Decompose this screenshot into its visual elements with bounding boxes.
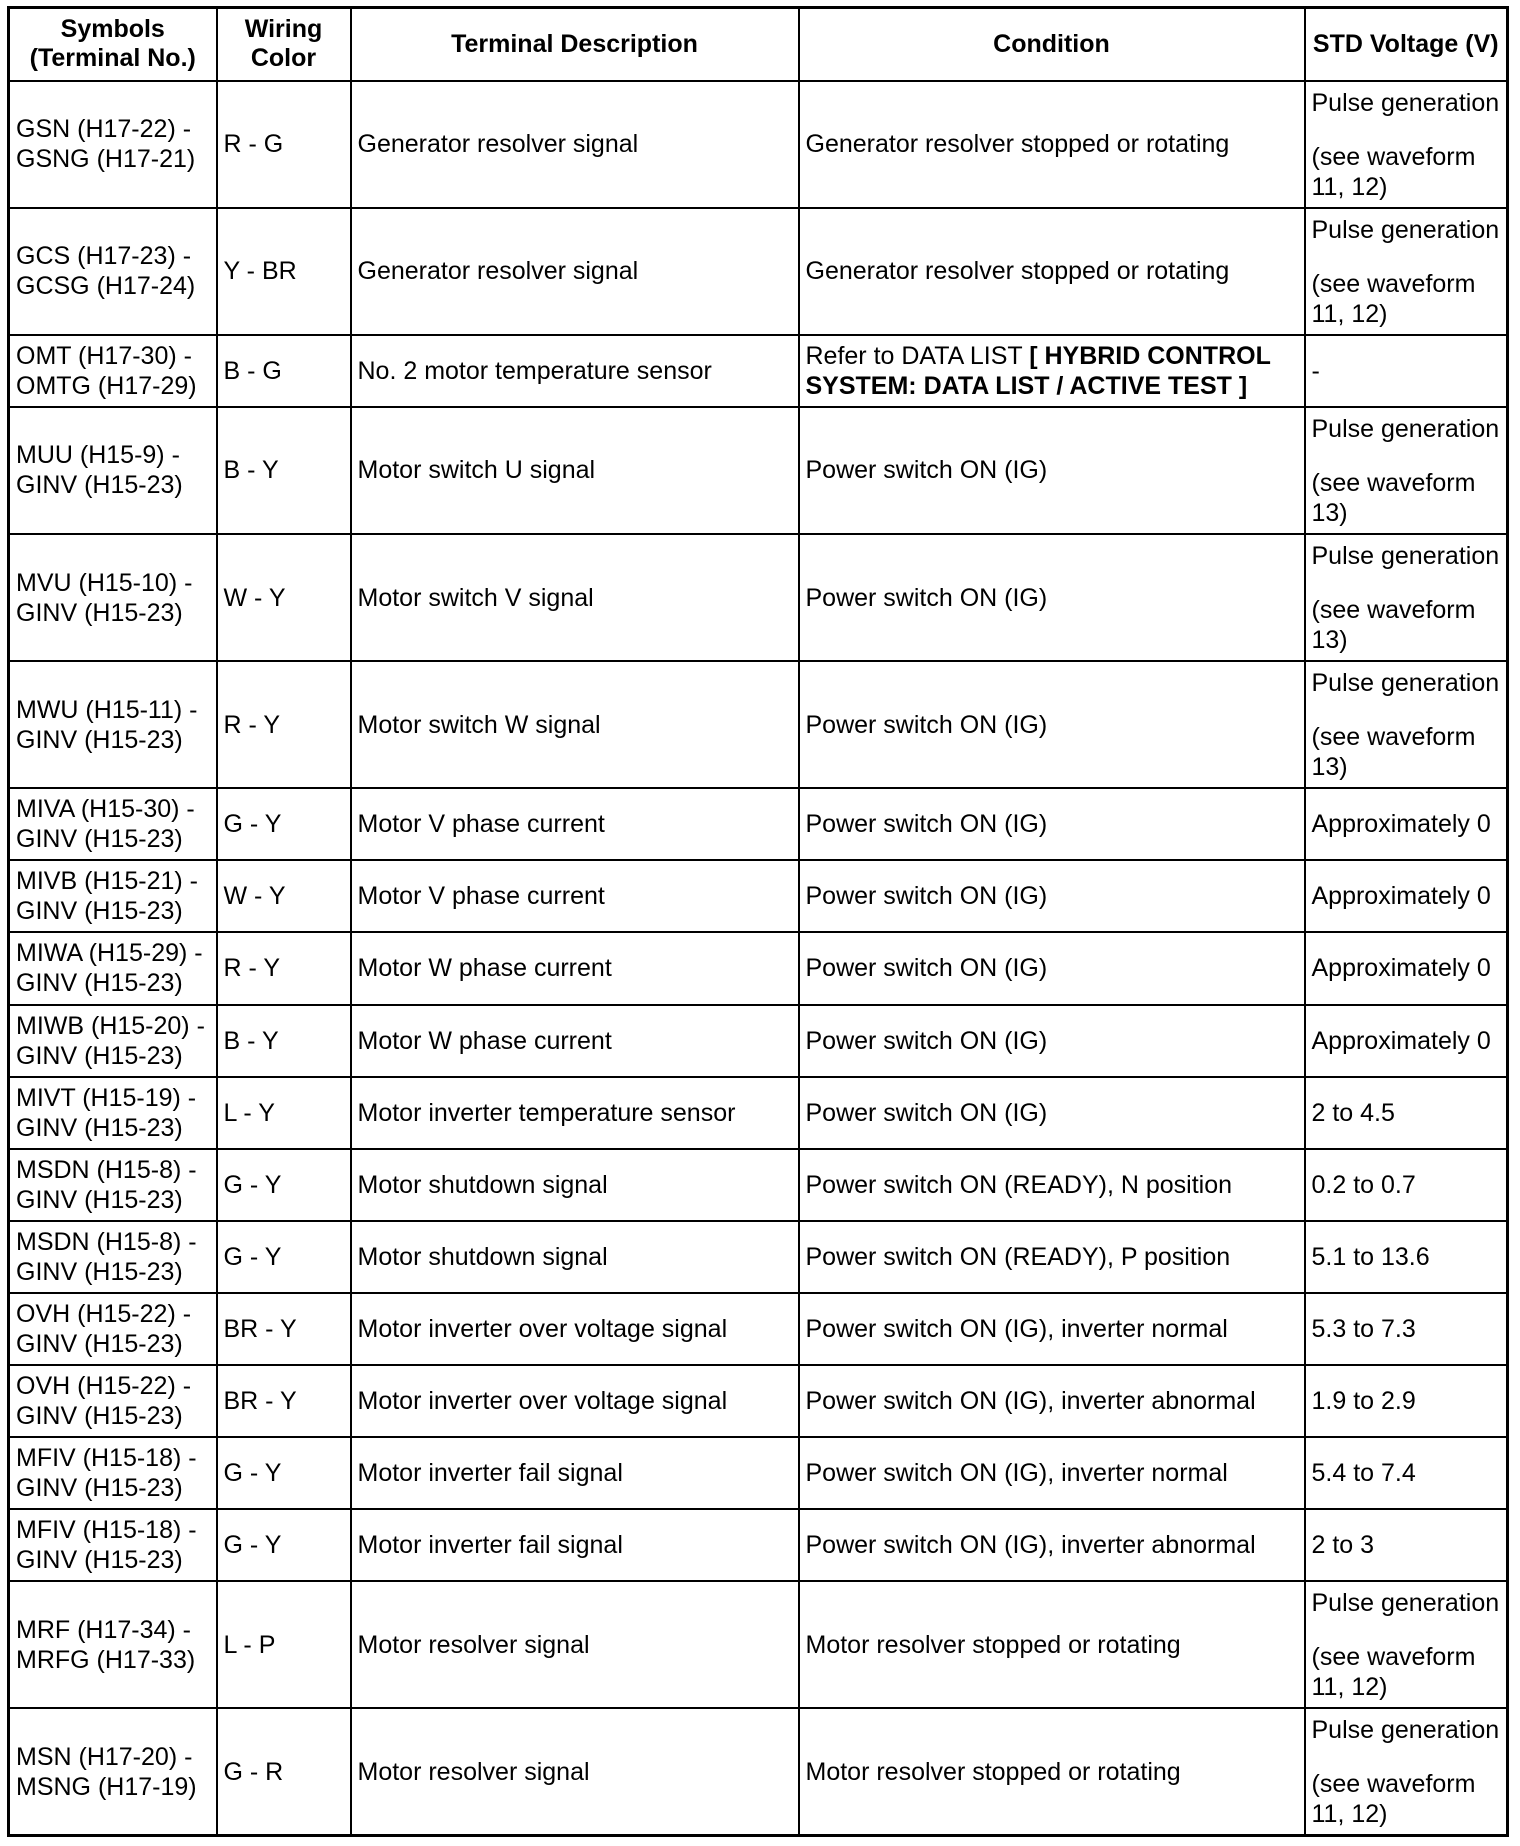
table-row xyxy=(9,1221,1508,1293)
condition-cell: Power switch ON (IG), inverter normal xyxy=(799,1293,1305,1365)
table-row xyxy=(9,1581,1508,1708)
description-cell: Motor switch V signal xyxy=(351,534,799,661)
description-cell: Motor W phase current xyxy=(351,1005,799,1077)
condition-cell: Motor resolver stopped or rotating xyxy=(799,1581,1305,1708)
description-cell: Motor inverter fail signal xyxy=(351,1437,799,1509)
table-row xyxy=(9,788,1508,860)
description-cell: Motor inverter over voltage signal xyxy=(351,1365,799,1437)
condition-cell: Power switch ON (READY), N position xyxy=(799,1149,1305,1221)
wiring-color-cell: L - P xyxy=(217,1581,351,1708)
header-terminal-description: Terminal Description xyxy=(351,8,799,81)
condition-cell: Power switch ON (IG) xyxy=(799,407,1305,534)
waveform-note: (see waveform 11, 12) xyxy=(1311,1770,1476,1829)
voltage-cell xyxy=(1305,1581,1508,1708)
condition-cell: Generator resolver stopped or rotating xyxy=(799,208,1305,335)
wiring-color-cell: G - R xyxy=(217,1708,351,1835)
wiring-color-cell: G - Y xyxy=(217,1221,351,1293)
symbol-cell: OMT (H17-30) - OMTG (H17-29) xyxy=(9,335,217,407)
description-cell: Motor resolver signal xyxy=(351,1708,799,1835)
voltage-cell: 1.9 to 2.9 xyxy=(1305,1365,1508,1437)
table-row xyxy=(9,534,1508,661)
symbol-cell: MIVA (H15-30) - GINV (H15-23) xyxy=(9,788,217,860)
condition-cell: Power switch ON (IG) xyxy=(799,661,1305,788)
description-cell: Motor inverter over voltage signal xyxy=(351,1293,799,1365)
wiring-color-cell: L - Y xyxy=(217,1077,351,1149)
condition-cell: Power switch ON (IG) xyxy=(799,932,1305,1004)
waveform-note: (see waveform 11, 12) xyxy=(1311,142,1476,201)
table-row xyxy=(9,335,1508,407)
symbol-cell: MFIV (H15-18) - GINV (H15-23) xyxy=(9,1437,217,1509)
condition-cell: Power switch ON (IG), inverter abnormal xyxy=(799,1509,1305,1581)
table-row xyxy=(9,1293,1508,1365)
voltage-value: Pulse generation xyxy=(1311,669,1500,698)
description-cell: No. 2 motor temperature sensor xyxy=(351,335,799,407)
symbol-cell: MIWA (H15-29) - GINV (H15-23) xyxy=(9,932,217,1004)
wiring-color-cell: BR - Y xyxy=(217,1365,351,1437)
voltage-cell xyxy=(1305,534,1508,661)
table-row xyxy=(9,81,1508,208)
voltage-value: Pulse generation xyxy=(1311,215,1500,244)
table-row xyxy=(9,1708,1508,1835)
description-cell: Motor resolver signal xyxy=(351,1581,799,1708)
description-cell: Motor switch U signal xyxy=(351,407,799,534)
voltage-cell xyxy=(1305,1708,1508,1835)
voltage-cell: Approximately 0 xyxy=(1305,788,1508,860)
wiring-color-cell: B - Y xyxy=(217,407,351,534)
header-wiring-color: Wiring Color xyxy=(217,8,351,81)
condition-cell xyxy=(799,335,1305,407)
waveform-note: (see waveform 11, 12) xyxy=(1311,269,1476,328)
voltage-value: Pulse generation xyxy=(1311,1716,1500,1745)
voltage-value: Pulse generation xyxy=(1311,1589,1500,1618)
description-cell: Motor V phase current xyxy=(351,788,799,860)
condition-cell: Power switch ON (IG) xyxy=(799,860,1305,932)
wiring-color-cell: W - Y xyxy=(217,534,351,661)
voltage-cell xyxy=(1305,661,1508,788)
waveform-note: (see waveform 13) xyxy=(1311,596,1476,654)
voltage-cell xyxy=(1305,208,1508,335)
condition-text: Refer to DATA LIST xyxy=(805,341,1030,370)
table-row xyxy=(9,1365,1508,1437)
voltage-cell xyxy=(1305,407,1508,534)
voltage-value: Pulse generation xyxy=(1311,414,1500,443)
data-list-reference: [ HYBRID CONTROL SYSTEM: DATA LIST / ACTIVE TEST ] xyxy=(805,341,1271,400)
condition-cell: Power switch ON (IG), inverter normal xyxy=(799,1437,1305,1509)
symbol-cell: OVH (H15-22) - GINV (H15-23) xyxy=(9,1365,217,1437)
symbol-cell: MIVT (H15-19) - GINV (H15-23) xyxy=(9,1077,217,1149)
table-row xyxy=(9,1077,1508,1149)
wiring-color-cell: G - Y xyxy=(217,788,351,860)
symbol-cell: MRF (H17-34) - MRFG (H17-33) xyxy=(9,1581,217,1708)
description-cell: Generator resolver signal xyxy=(351,81,799,208)
condition-cell: Power switch ON (READY), P position xyxy=(799,1221,1305,1293)
table-row xyxy=(9,1149,1508,1221)
symbol-cell: MFIV (H15-18) - GINV (H15-23) xyxy=(9,1509,217,1581)
symbol-cell: MWU (H15-11) - GINV (H15-23) xyxy=(9,661,217,788)
wiring-color-cell: W - Y xyxy=(217,860,351,932)
condition-cell: Motor resolver stopped or rotating xyxy=(799,1708,1305,1835)
voltage-cell: 5.1 to 13.6 xyxy=(1305,1221,1508,1293)
voltage-cell: 0.2 to 0.7 xyxy=(1305,1149,1508,1221)
description-cell: Motor inverter temperature sensor xyxy=(351,1077,799,1149)
table-body xyxy=(9,81,1508,1836)
voltage-cell xyxy=(1305,81,1508,208)
wiring-color-cell: G - Y xyxy=(217,1509,351,1581)
table-row xyxy=(9,1005,1508,1077)
symbol-cell: MUU (H15-9) - GINV (H15-23) xyxy=(9,407,217,534)
wiring-color-cell: G - Y xyxy=(217,1437,351,1509)
voltage-cell: 5.3 to 7.3 xyxy=(1305,1293,1508,1365)
symbol-cell: GSN (H17-22) - GSNG (H17-21) xyxy=(9,81,217,208)
symbol-cell: GCS (H17-23) - GCSG (H17-24) xyxy=(9,208,217,335)
description-cell: Motor shutdown signal xyxy=(351,1149,799,1221)
waveform-note: (see waveform 13) xyxy=(1311,468,1476,527)
table-row xyxy=(9,1509,1508,1581)
condition-cell: Power switch ON (IG), inverter abnormal xyxy=(799,1365,1305,1437)
voltage-cell: Approximately 0 xyxy=(1305,1005,1508,1077)
header-symbols: Symbols (Terminal No.) xyxy=(9,8,217,81)
condition-cell: Power switch ON (IG) xyxy=(799,534,1305,661)
condition-cell: Power switch ON (IG) xyxy=(799,788,1305,860)
wiring-color-cell: B - Y xyxy=(217,1005,351,1077)
description-cell: Motor V phase current xyxy=(351,860,799,932)
table-row xyxy=(9,208,1508,335)
table-row xyxy=(9,932,1508,1004)
terminal-table xyxy=(7,6,1509,1837)
header-condition: Condition xyxy=(799,8,1305,81)
symbol-cell: MSN (H17-20) - MSNG (H17-19) xyxy=(9,1708,217,1835)
voltage-cell: Approximately 0 xyxy=(1305,932,1508,1004)
symbol-cell: MSDN (H15-8) - GINV (H15-23) xyxy=(9,1149,217,1221)
voltage-cell: 5.4 to 7.4 xyxy=(1305,1437,1508,1509)
wiring-color-cell: G - Y xyxy=(217,1149,351,1221)
symbol-cell: MVU (H15-10) - GINV (H15-23) xyxy=(9,534,217,661)
waveform-note: (see waveform 11, 12) xyxy=(1311,1643,1476,1702)
voltage-cell: Approximately 0 xyxy=(1305,860,1508,932)
voltage-value: Pulse generation xyxy=(1311,542,1500,570)
table-row xyxy=(9,860,1508,932)
table-row xyxy=(9,1437,1508,1509)
voltage-cell: 2 to 4.5 xyxy=(1305,1077,1508,1149)
header-std-voltage: STD Voltage (V) xyxy=(1305,8,1508,81)
header-row xyxy=(9,8,1508,81)
wiring-color-cell: R - G xyxy=(217,81,351,208)
wiring-color-cell: Y - BR xyxy=(217,208,351,335)
description-cell: Motor inverter fail signal xyxy=(351,1509,799,1581)
wiring-color-cell: B - G xyxy=(217,335,351,407)
wiring-color-cell: BR - Y xyxy=(217,1293,351,1365)
description-cell: Generator resolver signal xyxy=(351,208,799,335)
waveform-note: (see waveform 13) xyxy=(1311,723,1476,782)
voltage-cell: - xyxy=(1305,335,1508,407)
symbol-cell: MSDN (H15-8) - GINV (H15-23) xyxy=(9,1221,217,1293)
condition-cell: Power switch ON (IG) xyxy=(799,1077,1305,1149)
description-cell: Motor shutdown signal xyxy=(351,1221,799,1293)
symbol-cell: OVH (H15-22) - GINV (H15-23) xyxy=(9,1293,217,1365)
voltage-cell: 2 to 3 xyxy=(1305,1509,1508,1581)
description-cell: Motor switch W signal xyxy=(351,661,799,788)
wiring-color-cell: R - Y xyxy=(217,932,351,1004)
wiring-color-cell: R - Y xyxy=(217,661,351,788)
condition-cell: Generator resolver stopped or rotating xyxy=(799,81,1305,208)
symbol-cell: MIWB (H15-20) - GINV (H15-23) xyxy=(9,1005,217,1077)
table-row xyxy=(9,407,1508,534)
voltage-value: Pulse generation xyxy=(1311,88,1500,117)
table-row xyxy=(9,661,1508,788)
symbol-cell: MIVB (H15-21) - GINV (H15-23) xyxy=(9,860,217,932)
description-cell: Motor W phase current xyxy=(351,932,799,1004)
condition-cell: Power switch ON (IG) xyxy=(799,1005,1305,1077)
